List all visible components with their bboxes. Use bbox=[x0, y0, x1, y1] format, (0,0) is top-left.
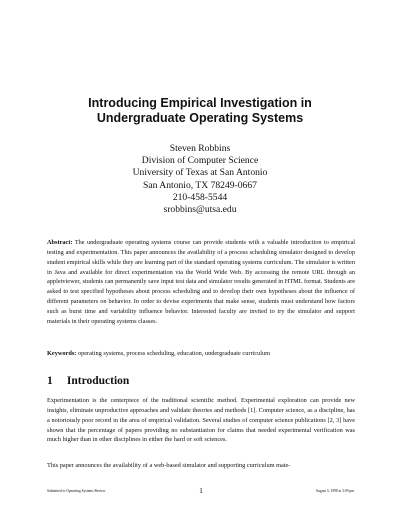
section-number: 1 bbox=[47, 375, 53, 387]
intro-paragraph-1: Experimentation is the centerpiece of the traditional scientific method. Experimental exploration can provide new insights, eliminate unproductive approaches and validate theories and methods [1]. Computer science, as a discipline, has a notoriously poor record in the area of empirical validation. Several studies of computer science publications [2, 3] have shown that the percentage of papers providing no substantiation for claims that needed experimental verification was much higher than in other disciplines in either the hard or soft sciences. bbox=[47, 397, 355, 444]
title-line-1: Introducing Empirical Investigation in bbox=[88, 96, 312, 110]
keywords-label: Keywords: bbox=[47, 350, 77, 357]
keywords-text: operating systems, process scheduling, education, undergraduate curriculum bbox=[77, 350, 271, 357]
paper-title bbox=[40, 96, 360, 126]
footer-date: August 5, 1998 at 3:09 pm bbox=[315, 489, 354, 493]
section-title: Introduction bbox=[66, 375, 130, 387]
abstract bbox=[47, 238, 355, 327]
footer-venue: Submitted to Operating Systems Review bbox=[47, 489, 106, 493]
author-department: Division of Computer Science bbox=[141, 155, 259, 167]
intro-paragraph-2: This paper announces the availability of a web-based simulator and supporting curriculum mate- bbox=[47, 462, 291, 469]
page-number: 1 bbox=[199, 486, 203, 495]
abstract-text: The undergraduate operating systems course can provide students with a valuable introduction to empirical testing and experimentation. This paper announces the availability of a process scheduling simulator designed to develop student empirical skills while they are learning part of the standard operating systems curriculum. The simulator is written in Java and available for direct experimentation via the World Wide Web. By accessing the remote URL through an appletviewer, students can permanently save input test data and simulator results generated in HTML format. Students are asked to test specified hypotheses about process scheduling and to develop their own hypotheses about the influence of different parameters on behavior. In order to devise experiments that make sense, students must understand how factors such as burst time and variability influence behavior. Interested faculty are invited to try the simulator and support materials in their operating systems classes. bbox=[47, 239, 355, 325]
abstract-label: Abstract: bbox=[47, 239, 73, 246]
author-name: Steven Robbins bbox=[169, 143, 231, 154]
keywords bbox=[47, 349, 355, 359]
author-phone: 210-458-5544 bbox=[172, 191, 228, 203]
author-city: San Antonio, TX 78249-0667 bbox=[143, 179, 257, 191]
author-email: srobbins@utsa.edu bbox=[163, 204, 237, 216]
author-university: University of Texas at San Antonio bbox=[132, 167, 268, 179]
section-heading bbox=[47, 374, 129, 388]
author-block bbox=[60, 143, 340, 216]
title-line-2: Undergraduate Operating Systems bbox=[96, 111, 304, 125]
